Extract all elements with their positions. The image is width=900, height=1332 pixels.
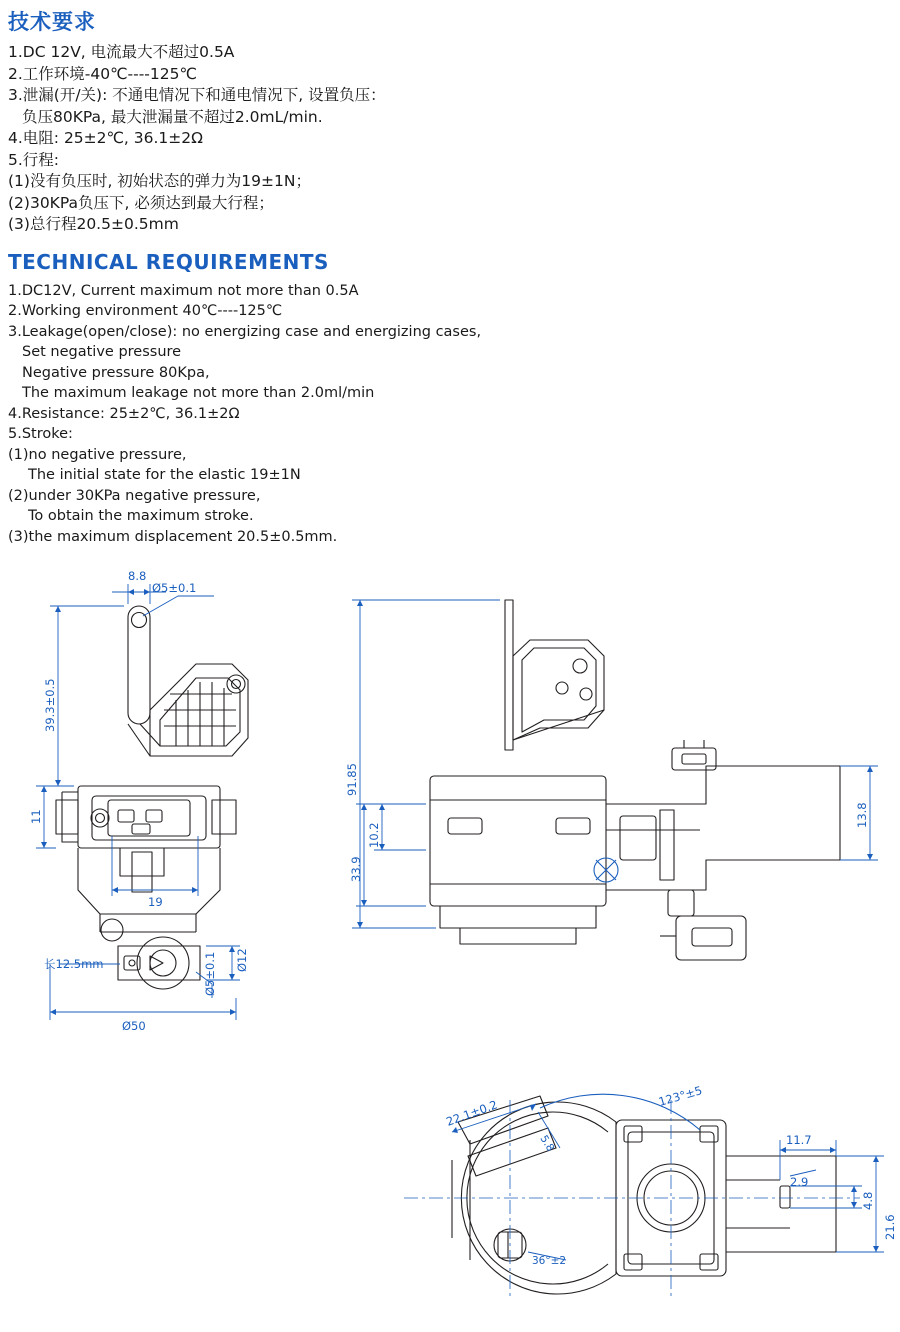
spec-line-en-13: (3)the maximum displacement 20.5±0.5mm.: [8, 528, 338, 545]
spec-line-cn-6: 5.行程:: [8, 150, 60, 169]
spec-line-en-12: To obtain the maximum stroke.: [28, 508, 254, 524]
dim-33-9: 33.9: [349, 856, 363, 882]
spec-line-en-11: (2)under 30KPa negative pressure,: [8, 487, 261, 504]
dim-length-12-5: 长12.5mm: [44, 957, 104, 971]
dim-d50: Ø50: [122, 1019, 146, 1033]
dim-d5-top: Ø5±0.1: [152, 581, 197, 595]
spec-line-cn-1: 1.DC 12V, 电流最大不超过0.5A: [8, 43, 235, 61]
page-title-cn: 技术要求: [8, 10, 96, 34]
spec-line-en-10: The initial state for the elastic 19±1N: [28, 467, 301, 483]
dim-d12: Ø12: [235, 948, 249, 972]
dim-10-2: 10.2: [367, 822, 381, 848]
dim-11-7: 11.7: [786, 1133, 812, 1147]
dim-8-8: 8.8: [128, 569, 147, 583]
spec-line-en-1: 1.DC12V, Current maximum not more than 0.5A: [8, 282, 359, 299]
dim-22-1: 22.1±0.2: [444, 1097, 500, 1129]
dim-19: 19: [148, 895, 163, 909]
side-view-geometry: [430, 600, 840, 960]
spec-line-en-9: (1)no negative pressure,: [8, 446, 187, 463]
spec-line-en-6: The maximum leakage not more than 2.0ml/min: [22, 385, 375, 401]
spec-line-en-2: 2.Working environment 40℃----125℃: [8, 303, 283, 319]
spec-line-en-4: Set negative pressure: [22, 344, 182, 360]
spec-line-cn-3: 3.泄漏(开/关): 不通电情况下和通电情况下, 设置负压：: [8, 86, 386, 104]
spec-line-en-5: Negative pressure 80Kpa,: [22, 364, 210, 381]
dim-123-deg: 123°±5: [656, 1083, 704, 1109]
dim-2-9: 2.9: [790, 1175, 809, 1189]
spec-line-cn-8: (2)30KPa负压下, 必须达到最大行程；: [8, 193, 274, 212]
dim-d5-bottom: Ø5±0.1: [203, 951, 217, 996]
engineering-drawings: [0, 560, 900, 1332]
dim-91-85: 91.85: [345, 763, 359, 796]
spec-line-en-3: 3.Leakage(open/close): no energizing case and energizing cases,: [8, 323, 482, 340]
dim-11: 11: [29, 809, 43, 824]
page-title-en: TECHNICAL REQUIREMENTS: [8, 249, 329, 274]
spec-line-en-7: 4.Resistance: 25±2℃, 36.1±2Ω: [8, 405, 240, 422]
dim-5-8: 5.8: [537, 1133, 557, 1154]
technical-requirements-block: [0, 0, 900, 547]
front-view-geometry: [56, 606, 248, 989]
spec-line-cn-4: 负压80KPa, 最大泄漏量不超过2.0mL/min.: [22, 107, 323, 126]
spec-line-cn-5: 4.电阻: 25±2℃, 36.1±2Ω: [8, 129, 203, 147]
spec-line-cn-2: 2.工作环境-40℃----125℃: [8, 64, 197, 83]
dim-36-deg: 36°±2: [532, 1255, 567, 1267]
dim-39-3: 39.3±0.5: [43, 678, 57, 732]
dim-4-8: 4.8: [861, 1191, 875, 1210]
spec-line-cn-7: (1)没有负压时, 初始状态的弹力为19±1N；: [8, 172, 311, 190]
spec-line-cn-9: (3)总行程20.5±0.5mm: [8, 215, 179, 233]
dim-21-6: 21.6: [883, 1214, 897, 1240]
spec-line-en-8: 5.Stroke:: [8, 426, 73, 442]
dim-13-8: 13.8: [855, 802, 869, 828]
